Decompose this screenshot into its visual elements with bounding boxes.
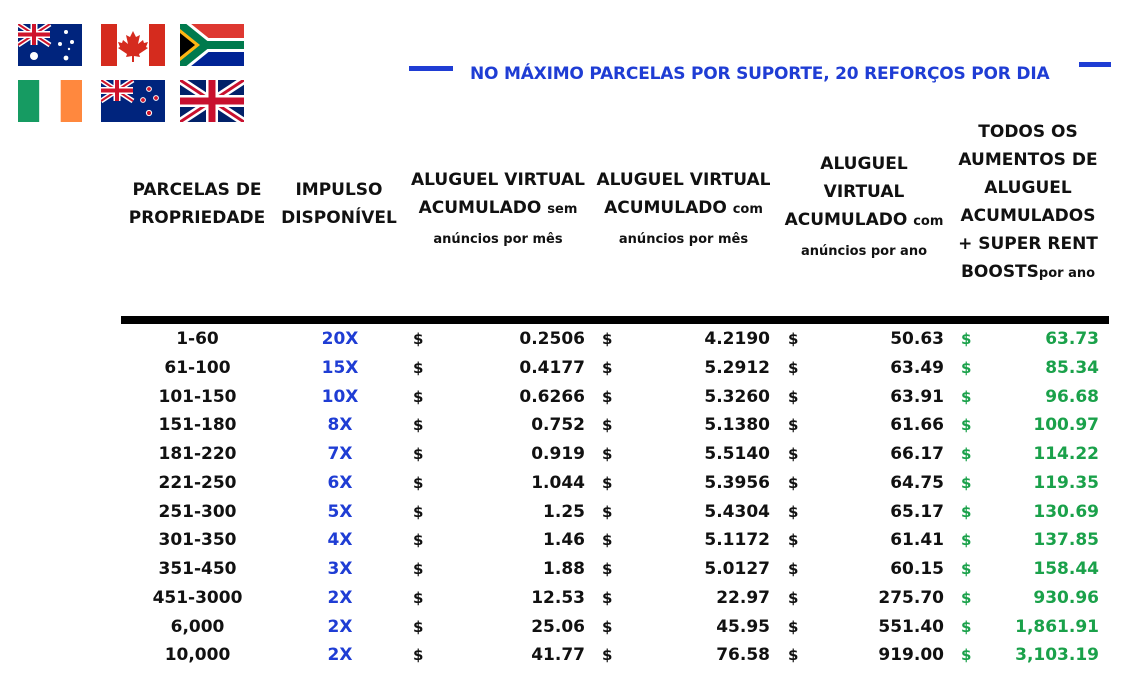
total-cell: 3,103.19 [1015, 645, 1099, 665]
total-cell: 137.85 [1033, 530, 1099, 550]
boost-cell: 3X [327, 559, 353, 579]
currency-symbol: $ [788, 416, 799, 434]
header-boost: IMPULSO DISPONÍVEL [281, 180, 397, 228]
header-rent-no-ads [408, 166, 588, 254]
currency-symbol: $ [602, 474, 613, 492]
boost-cell: 7X [327, 444, 353, 464]
header-rent-ads-month-note: com anúncios por mês [618, 202, 763, 247]
total-cell: 930.96 [1033, 588, 1099, 608]
rent-ads-year-cell: 61.66 [890, 415, 944, 435]
currency-symbol: $ [413, 416, 424, 434]
table-row [0, 354, 1147, 383]
parcels-cell: 1-60 [176, 329, 219, 349]
parcels-cell: 61-100 [164, 358, 231, 378]
total-cell: 1,861.91 [1015, 617, 1099, 637]
table-row [0, 411, 1147, 440]
currency-symbol: $ [788, 445, 799, 463]
boost-cell: 2X [327, 645, 353, 665]
currency-symbol: $ [788, 474, 799, 492]
table-row [0, 469, 1147, 498]
rent-no-ads-month-cell: 12.53 [531, 588, 585, 608]
rent-ads-month-cell: 5.1172 [704, 530, 770, 550]
header-rent-ads-year-note: com anúncios por ano [800, 214, 944, 259]
currency-symbol: $ [413, 503, 424, 521]
header-rent-no-ads-note: sem anúncios por mês [433, 202, 578, 247]
currency-symbol: $ [788, 388, 799, 406]
currency-symbol: $ [413, 388, 424, 406]
boost-cell: 2X [327, 588, 353, 608]
boost-cell: 10X [321, 387, 359, 407]
rent-ads-year-cell: 64.75 [890, 473, 944, 493]
title-dash-left [409, 66, 453, 71]
currency-symbol: $ [961, 330, 972, 348]
rent-ads-year-cell: 50.63 [890, 329, 944, 349]
currency-symbol: $ [602, 646, 613, 664]
boost-cell: 5X [327, 502, 353, 522]
header-divider [121, 316, 1109, 324]
currency-symbol: $ [788, 646, 799, 664]
boost-cell: 15X [321, 358, 359, 378]
parcels-cell: 251-300 [158, 502, 237, 522]
header-total [952, 118, 1104, 288]
total-cell: 96.68 [1045, 387, 1099, 407]
table-row [0, 325, 1147, 354]
rent-ads-year-cell: 63.91 [890, 387, 944, 407]
total-cell: 100.97 [1033, 415, 1099, 435]
currency-symbol: $ [413, 531, 424, 549]
rent-no-ads-month-cell: 25.06 [531, 617, 585, 637]
rent-ads-month-cell: 5.3956 [704, 473, 770, 493]
rent-ads-year-cell: 65.17 [890, 502, 944, 522]
currency-symbol: $ [788, 618, 799, 636]
currency-symbol: $ [602, 531, 613, 549]
currency-symbol: $ [961, 474, 972, 492]
header-parcels: PARCELAS DE PROPRIEDADE [128, 180, 266, 228]
currency-symbol: $ [961, 359, 972, 377]
total-cell: 114.22 [1033, 444, 1099, 464]
rent-ads-month-cell: 5.1380 [704, 415, 770, 435]
rent-ads-year-cell: 66.17 [890, 444, 944, 464]
currency-symbol: $ [961, 531, 972, 549]
rent-ads-month-cell: 22.97 [716, 588, 770, 608]
currency-symbol: $ [961, 560, 972, 578]
boost-cell: 8X [327, 415, 353, 435]
new-zealand-flag-icon [101, 80, 165, 122]
header-rent-ads-year [784, 150, 944, 266]
total-cell: 119.35 [1033, 473, 1099, 493]
currency-symbol: $ [788, 503, 799, 521]
currency-symbol: $ [602, 359, 613, 377]
currency-symbol: $ [961, 618, 972, 636]
currency-symbol: $ [413, 359, 424, 377]
currency-symbol: $ [602, 445, 613, 463]
currency-symbol: $ [413, 445, 424, 463]
header-total-main: TODOS OS AUMENTOS DE ALUGUEL ACUMULADOS + SUPER RENT BOOSTS [958, 122, 1098, 282]
rent-no-ads-month-cell: 1.88 [543, 559, 585, 579]
currency-symbol: $ [788, 589, 799, 607]
rent-no-ads-month-cell: 0.4177 [519, 358, 585, 378]
currency-symbol: $ [788, 330, 799, 348]
rent-ads-month-cell: 5.3260 [704, 387, 770, 407]
table-row [0, 641, 1147, 670]
currency-symbol: $ [961, 388, 972, 406]
currency-symbol: $ [602, 503, 613, 521]
ireland-flag-icon [18, 80, 82, 122]
rent-no-ads-month-cell: 1.46 [543, 530, 585, 550]
total-cell: 63.73 [1045, 329, 1099, 349]
rent-no-ads-month-cell: 1.044 [531, 473, 585, 493]
table-row [0, 440, 1147, 469]
rent-ads-month-cell: 4.2190 [704, 329, 770, 349]
currency-symbol: $ [602, 560, 613, 578]
total-cell: 158.44 [1033, 559, 1099, 579]
table-row [0, 498, 1147, 527]
rent-no-ads-month-cell: 0.2506 [519, 329, 585, 349]
parcels-cell: 451-3000 [152, 588, 243, 608]
boost-cell: 20X [321, 329, 359, 349]
currency-symbol: $ [788, 359, 799, 377]
currency-symbol: $ [788, 560, 799, 578]
currency-symbol: $ [413, 474, 424, 492]
header-total-note: por ano [1038, 266, 1096, 281]
rent-ads-month-cell: 76.58 [716, 645, 770, 665]
table-row [0, 584, 1147, 613]
header-rent-ads-year-main: ALUGUEL VIRTUAL ACUMULADO [784, 154, 908, 230]
parcels-cell: 301-350 [158, 530, 237, 550]
rent-ads-year-cell: 61.41 [890, 530, 944, 550]
parcels-cell: 6,000 [170, 617, 225, 637]
australia-flag-icon [18, 24, 82, 66]
rent-ads-month-cell: 5.0127 [704, 559, 770, 579]
rent-ads-year-cell: 275.70 [878, 588, 944, 608]
south-africa-flag-icon [180, 24, 244, 66]
total-cell: 85.34 [1045, 358, 1099, 378]
header-rent-ads-month [596, 166, 771, 254]
currency-symbol: $ [961, 503, 972, 521]
boost-cell: 4X [327, 530, 353, 550]
parcels-cell: 101-150 [158, 387, 237, 407]
currency-symbol: $ [961, 445, 972, 463]
rent-ads-month-cell: 45.95 [716, 617, 770, 637]
page-title: NO MÁXIMO PARCELAS POR SUPORTE, 20 REFORÇOS POR DIA [470, 64, 1050, 84]
currency-symbol: $ [602, 330, 613, 348]
table-row [0, 526, 1147, 555]
united-kingdom-flag-icon [180, 80, 244, 122]
currency-symbol: $ [413, 330, 424, 348]
currency-symbol: $ [961, 646, 972, 664]
currency-symbol: $ [413, 589, 424, 607]
currency-symbol: $ [413, 646, 424, 664]
currency-symbol: $ [961, 416, 972, 434]
parcels-cell: 10,000 [164, 645, 231, 665]
boost-cell: 2X [327, 617, 353, 637]
rent-ads-year-cell: 63.49 [890, 358, 944, 378]
rent-ads-year-cell: 919.00 [878, 645, 944, 665]
rent-ads-month-cell: 5.4304 [704, 502, 770, 522]
currency-symbol: $ [788, 531, 799, 549]
rent-no-ads-month-cell: 0.6266 [519, 387, 585, 407]
rent-ads-year-cell: 60.15 [890, 559, 944, 579]
header-rent-ads-month-main: ALUGUEL VIRTUAL ACUMULADO [596, 170, 771, 218]
parcels-cell: 151-180 [158, 415, 237, 435]
rent-no-ads-month-cell: 0.919 [531, 444, 585, 464]
parcels-cell: 351-450 [158, 559, 237, 579]
canada-flag-icon [101, 24, 165, 66]
boost-cell: 6X [327, 473, 353, 493]
rent-no-ads-month-cell: 41.77 [531, 645, 585, 665]
currency-symbol: $ [602, 388, 613, 406]
parcels-cell: 181-220 [158, 444, 237, 464]
title-dash-right [1079, 62, 1111, 67]
parcels-cell: 221-250 [158, 473, 237, 493]
rent-no-ads-month-cell: 0.752 [531, 415, 585, 435]
table-row [0, 555, 1147, 584]
rent-ads-month-cell: 5.2912 [704, 358, 770, 378]
total-cell: 130.69 [1033, 502, 1099, 522]
rent-ads-year-cell: 551.40 [878, 617, 944, 637]
currency-symbol: $ [602, 416, 613, 434]
currency-symbol: $ [413, 618, 424, 636]
table-row [0, 613, 1147, 642]
currency-symbol: $ [413, 560, 424, 578]
currency-symbol: $ [602, 618, 613, 636]
header-rent-no-ads-main: ALUGUEL VIRTUAL ACUMULADO [411, 170, 585, 218]
table-row [0, 383, 1147, 412]
rent-no-ads-month-cell: 1.25 [543, 502, 585, 522]
currency-symbol: $ [602, 589, 613, 607]
rent-ads-month-cell: 5.5140 [704, 444, 770, 464]
flags-group [18, 24, 248, 124]
currency-symbol: $ [961, 589, 972, 607]
